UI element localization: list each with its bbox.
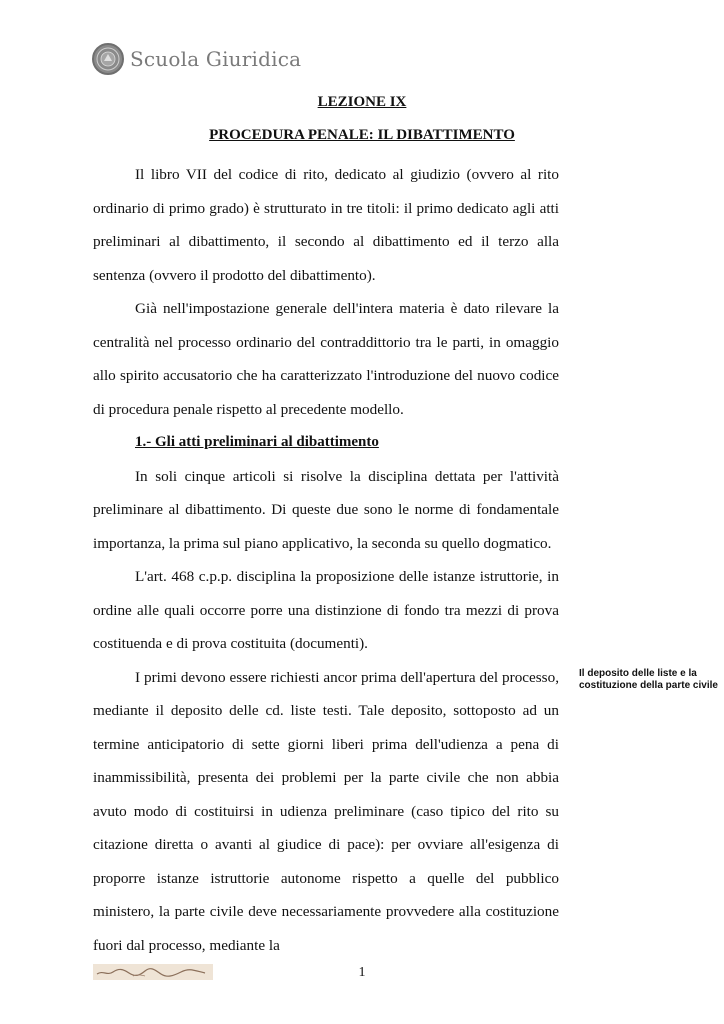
lesson-title: [0, 94, 724, 111]
margin-note: Il deposito delle liste e la costituzione della parte civile: [579, 668, 718, 691]
document-body: [93, 158, 559, 962]
lesson-title-text: LEZIONE IX: [317, 94, 407, 110]
paragraph: L'art. 468 c.p.p. disciplina la proposizione delle istanze istruttorie, in ordine alle quali occorre porre una distinzione di fondo tra mezzi di prova costituenda e di prova costituita (documenti).: [93, 568, 559, 652]
paragraph: In soli cinque articoli si risolve la disciplina dettata per l'attività preliminare al dibattimento. Di queste due sono le norme di fondamentale importanza, la prima sul piano applicativo, la seconda su quello dogmatico.: [93, 467, 559, 552]
lesson-subtitle: [0, 127, 724, 144]
logo-text: Scuola Giuridica: [130, 47, 302, 71]
seal-icon: [92, 43, 124, 75]
paragraph: Il libro VII del codice di rito, dedicato al giudizio (ovvero al rito ordinario di primo grado) è strutturato in tre titoli: il primo dedicato agli atti preliminari al dibattimento, il secondo al dibattimento ed il terzo alla sentenza (ovvero il prodotto del dibattimento).: [93, 166, 559, 284]
section-heading: 1.- Gli atti preliminari al dibattimento: [135, 434, 379, 450]
paragraph: Già nell'impostazione generale dell'intera materia è dato rilevare la centralità nel processo ordinario del contraddittorio tra le parti, in omaggio allo spirito accusatorio che ha caratterizzato l'introduzione del nuovo codice di procedura penale rispetto al precedente modello.: [93, 300, 559, 418]
lesson-subtitle-text: PROCEDURA PENALE: IL DIBATTIMENTO: [209, 127, 515, 143]
paragraph: I primi devono essere richiesti ancor prima dell'apertura del processo, mediante il deposito delle cd. liste testi. Tale deposito, sottoposto ad un termine anticipatorio di sette giorni liberi prima dell'udienza a pena di inammissibilità, presenta dei problemi per la parte civile che non abbia avuto modo di costituirsi in udienza preliminare (caso tipico del rito su citazione diretta o avanti al giudice di pace): per ovviare all'esigenza di proporre istanze istruttorie autonome rispetto a quelle del pubblico ministero, la parte civile deve necessariamente provvedere alla costituzione fuori dal processo, mediante la: [93, 668, 559, 954]
page-number: 1: [358, 965, 366, 980]
header-logo: [92, 42, 301, 76]
